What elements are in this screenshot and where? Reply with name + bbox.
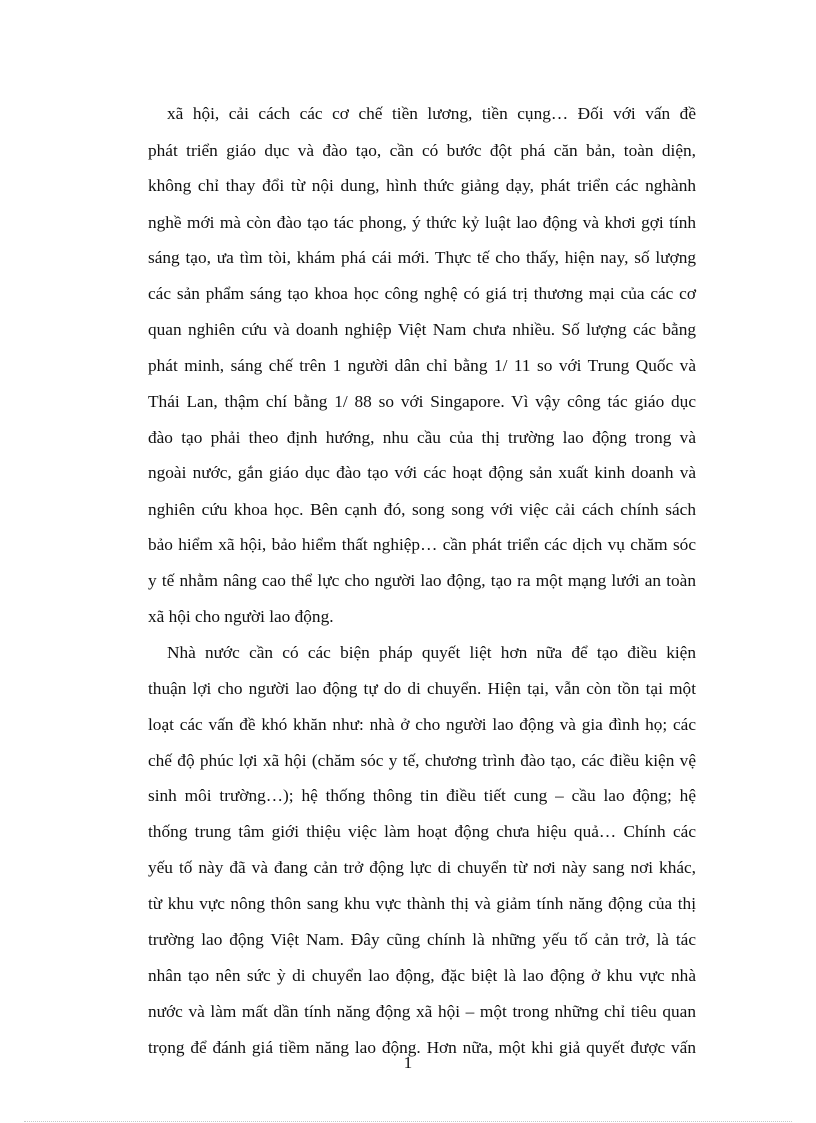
paragraph-line-10: đào tạo phải theo định hướng, nhu cầu của thị trường lao động trong và <box>148 428 696 447</box>
paragraph-line-27: trọng để đánh giá tiềm năng lao động. Hơn nữa, một khi giả quyết được vấn <box>148 1038 696 1057</box>
paragraph-line-21: thống trung tâm giới thiệu việc làm hoạt động chưa hiệu quả… Chính các <box>148 822 696 841</box>
page-number: 1 <box>403 1053 413 1072</box>
paragraph-line-18: loạt các vấn đề khó khăn như: nhà ở cho người lao động và gia đình họ; các <box>148 715 696 734</box>
paragraph-line-20: sinh môi trường…); hệ thống thông tin điều tiết cung – cầu lao động; hệ <box>148 786 696 805</box>
paragraph-line-26: nước và làm mất dần tính năng động xã hội – một trong những chỉ tiêu quan <box>148 1002 696 1021</box>
paragraph-line-5: sáng tạo, ưa tìm tòi, khám phá cái mới. Thực tế cho thấy, hiện nay, số lượng <box>148 248 696 267</box>
paragraph-line-9: Thái Lan, thậm chí bằng 1/ 88 so với Singapore. Vì vậy công tác giáo dục <box>148 392 696 411</box>
paragraph-line-6: các sản phẩm sáng tạo khoa học công nghệ có giá trị thương mại của các cơ <box>148 284 696 303</box>
paragraph-line-4: nghề mới mà còn đào tạo tác phong, ý thức kỷ luật lao động và khơi gợi tính <box>148 213 696 232</box>
paragraph-line-19: chế độ phúc lợi xã hội (chăm sóc y tế, chương trình đào tạo, các điều kiện vệ <box>148 751 696 770</box>
page-bottom-divider <box>24 1121 792 1122</box>
paragraph-line-25: nhân tạo nên sức ỳ di chuyển lao động, đặc biệt là lao động ở khu vực nhà <box>148 966 696 985</box>
paragraph-line-24: trường lao động Việt Nam. Đây cũng chính là những yếu tố cản trở, là tác <box>148 930 696 949</box>
paragraph-line-2: phát triển giáo dục và đào tạo, cần có bước đột phá căn bản, toàn diện, <box>148 141 696 160</box>
paragraph-line-23: từ khu vực nông thôn sang khu vực thành thị và giảm tính năng động của thị <box>148 894 696 913</box>
paragraph-line-8: phát minh, sáng chế trên 1 người dân chỉ bằng 1/ 11 so với Trung Quốc và <box>148 356 696 375</box>
paragraph-line-14: y tế nhằm nâng cao thể lực cho người lao động, tạo ra một mạng lưới an toàn <box>148 571 696 590</box>
paragraph-line-3: không chỉ thay đổi từ nội dung, hình thức giảng dạy, phát triển các nghành <box>148 176 696 195</box>
paragraph-line-13: bảo hiểm xã hội, bảo hiểm thất nghiệp… cần phát triển các dịch vụ chăm sóc <box>148 535 696 554</box>
paragraph-line-17: thuận lợi cho người lao động tự do di chuyển. Hiện tại, vẫn còn tồn tại một <box>148 679 696 698</box>
paragraph-line-22: yếu tố này đã và đang cản trở động lực di chuyển từ nơi này sang nơi khác, <box>148 858 696 877</box>
paragraph-line-11: ngoài nước, gắn giáo dục đào tạo với các hoạt động sản xuất kinh doanh và <box>148 463 696 482</box>
paragraph-line-1: xã hội, cải cách các cơ chế tiền lương, tiền cụng… Đối với vấn đề <box>167 104 696 123</box>
paragraph-line-16: Nhà nước cần có các biện pháp quyết liệt hơn nữa để tạo điều kiện <box>167 643 696 662</box>
paragraph-line-15: xã hội cho người lao động. <box>148 607 334 626</box>
paragraph-line-7: quan nghiên cứu và doanh nghiệp Việt Nam chưa nhiều. Số lượng các bằng <box>148 320 696 339</box>
paragraph-line-12: nghiên cứu khoa học. Bên cạnh đó, song song với việc cải cách chính sách <box>148 500 696 519</box>
